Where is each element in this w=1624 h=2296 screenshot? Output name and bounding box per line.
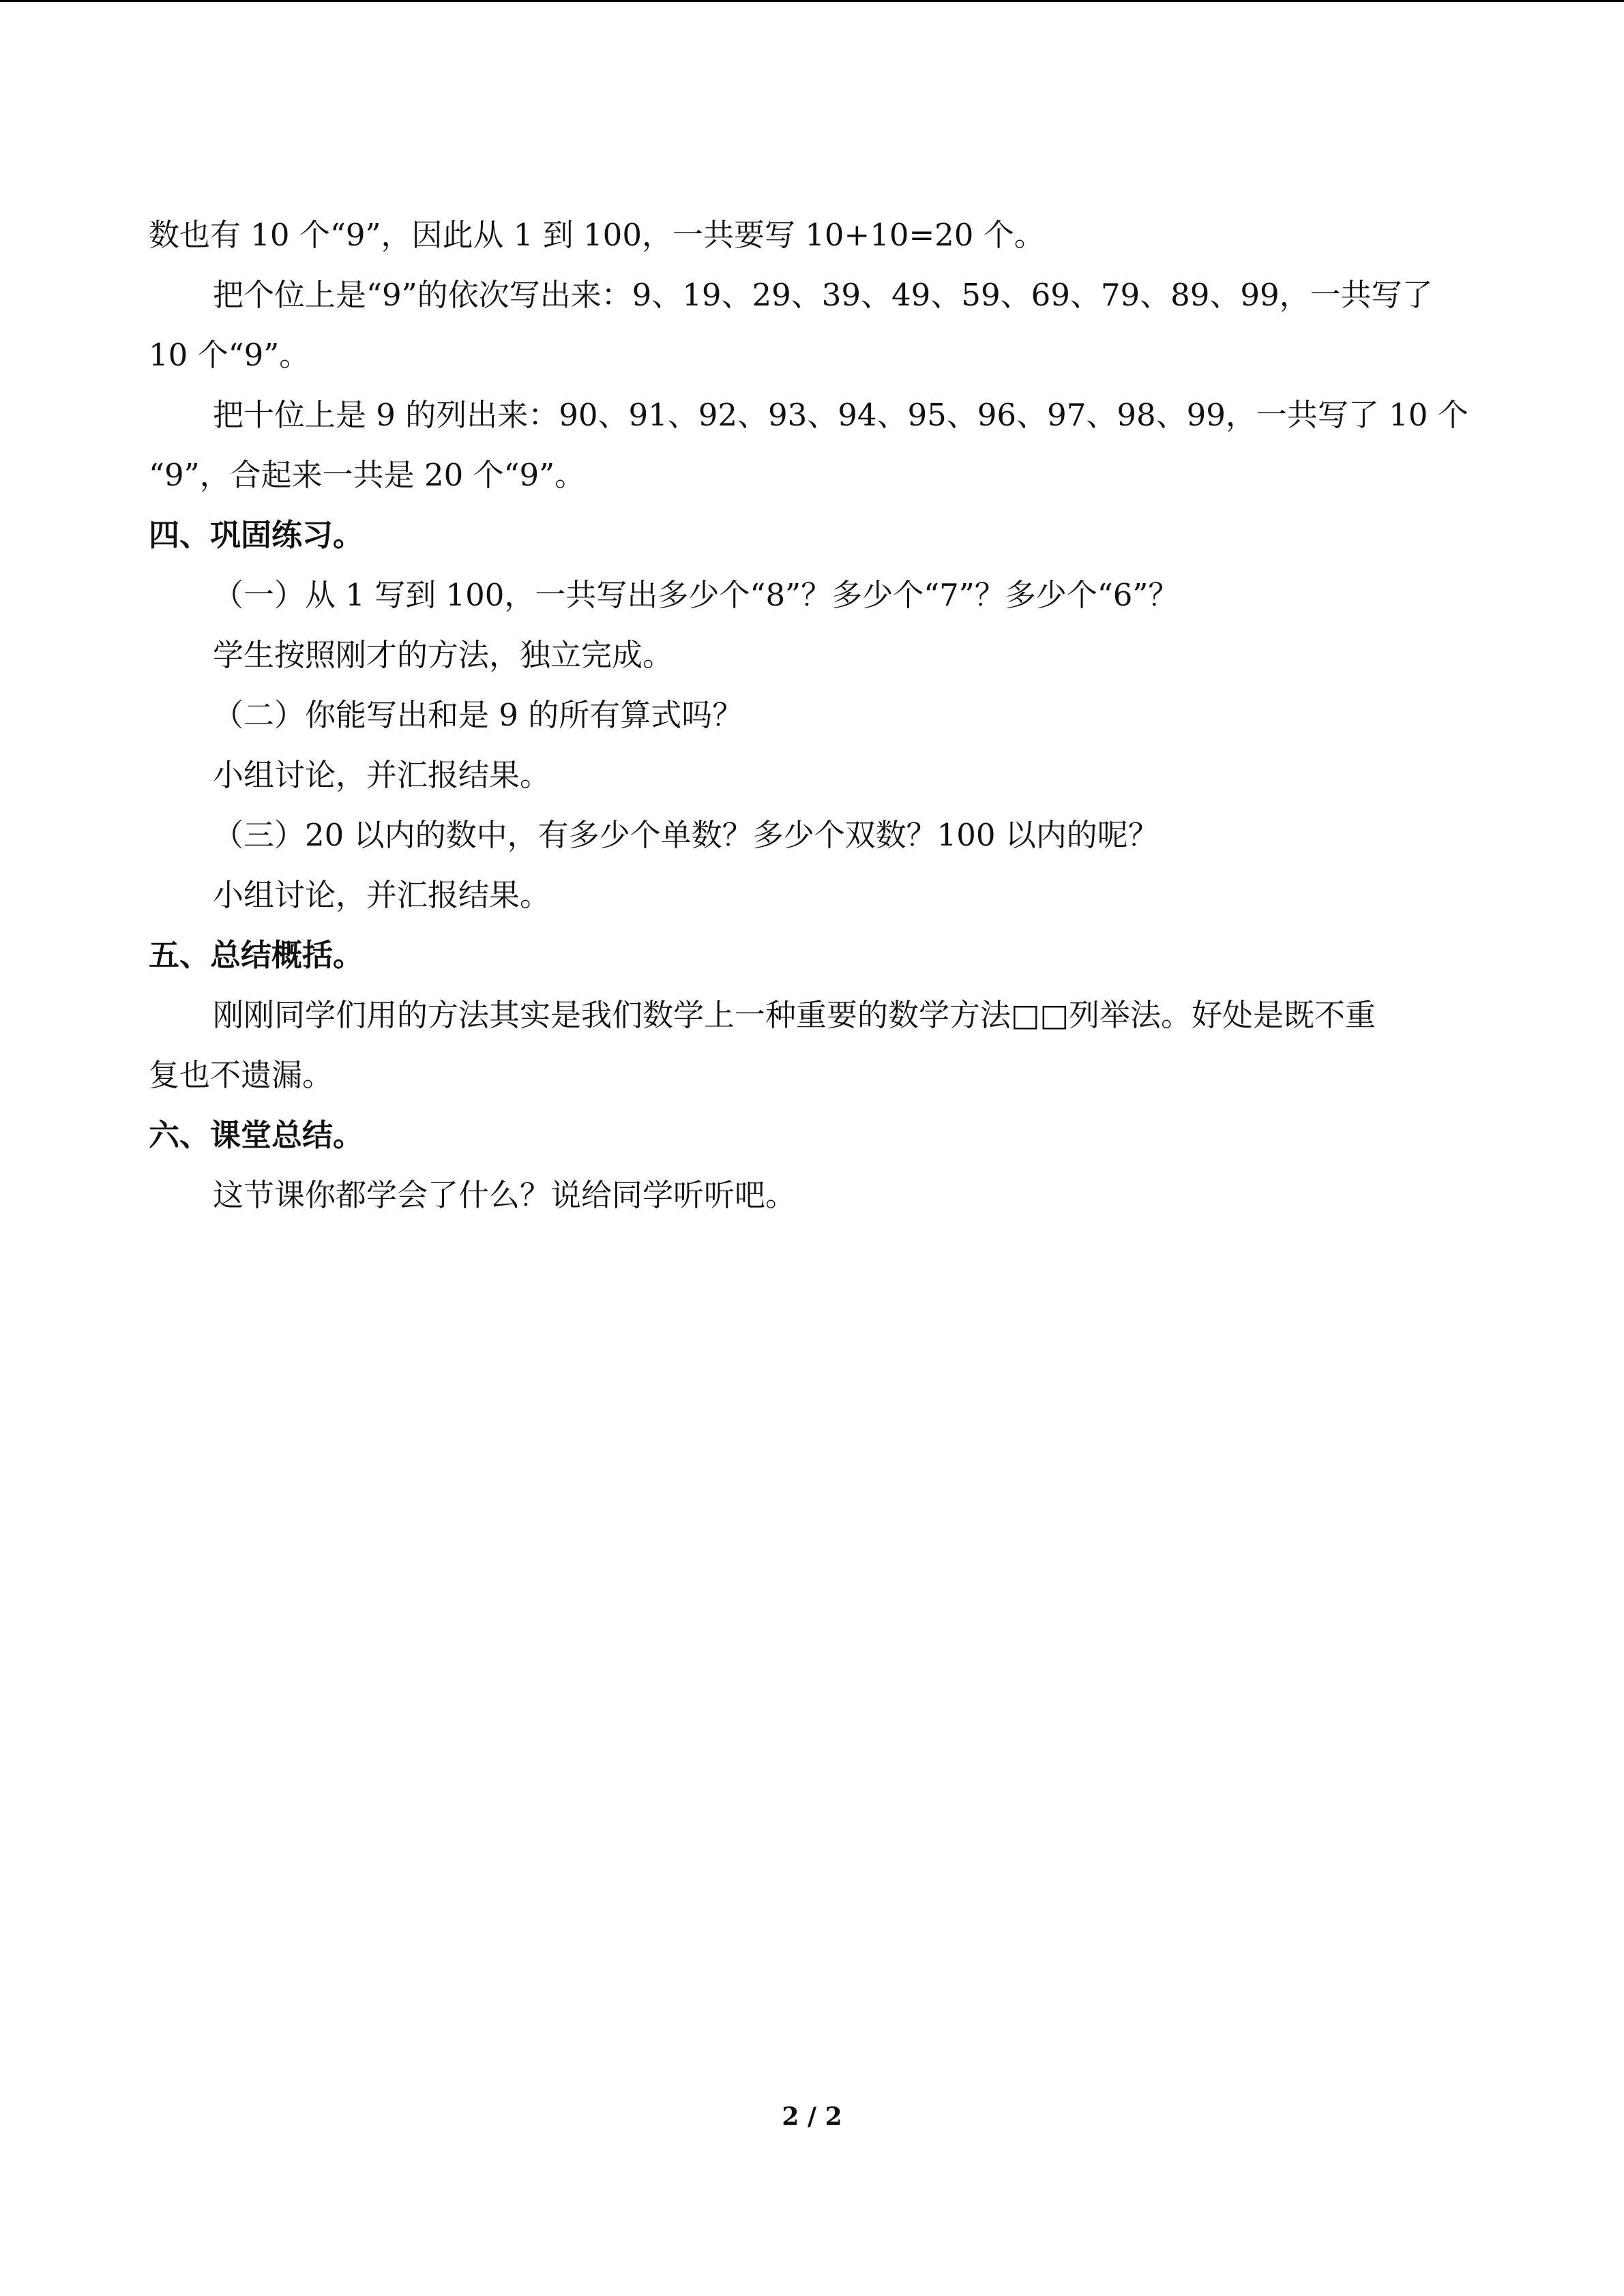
exercise-question-3: （三）20 以内的数中，有多少个单数？多少个双数？100 以内的呢？ [213,817,1159,853]
exercise-answer-1: 学生按照刚才的方法，独立完成。 [213,637,674,673]
page-number: 2 / 2 [782,2102,842,2131]
closing-line: 这节课你都学会了什么？说给同学听听吧。 [213,1177,797,1213]
exercise-question-1: （一）从 1 写到 100，一共写出多少个“8”？多少个“7”？多少个“6”？ [213,577,1179,613]
section-heading-5: 五、总结概括。 [149,937,364,973]
exercise-answer-2: 小组讨论，并汇报结果。 [213,757,551,793]
section-heading-6: 六、课堂总结。 [149,1117,364,1153]
summary-line-2: 复也不遗漏。 [149,1057,334,1093]
paragraph-line: 数也有 10 个“9”，因此从 1 到 100，一共要写 10+10=20 个。 [149,217,1045,253]
paragraph-line: 把个位上是“9”的依次写出来：9、19、29、39、49、59、69、79、89、99，一共写了 [213,277,1433,313]
paragraph-line: 10 个“9”。 [149,337,310,373]
paragraph-line: 把十位上是 9 的列出来：90、91、92、93、94、95、96、97、98、99，一共写了 10 个 [213,397,1468,433]
exercise-question-2: （二）你能写出和是 9 的所有算式吗？ [213,697,743,733]
summary-line-1: 刚刚同学们用的方法其实是我们数学上一种重要的数学方法□□列举法。好处是既不重 [213,997,1376,1033]
exercise-answer-3: 小组讨论，并汇报结果。 [213,877,551,913]
paragraph-line: “9”，合起来一共是 20 个“9”。 [149,457,586,493]
section-heading-4: 四、巩固练习。 [149,517,364,553]
